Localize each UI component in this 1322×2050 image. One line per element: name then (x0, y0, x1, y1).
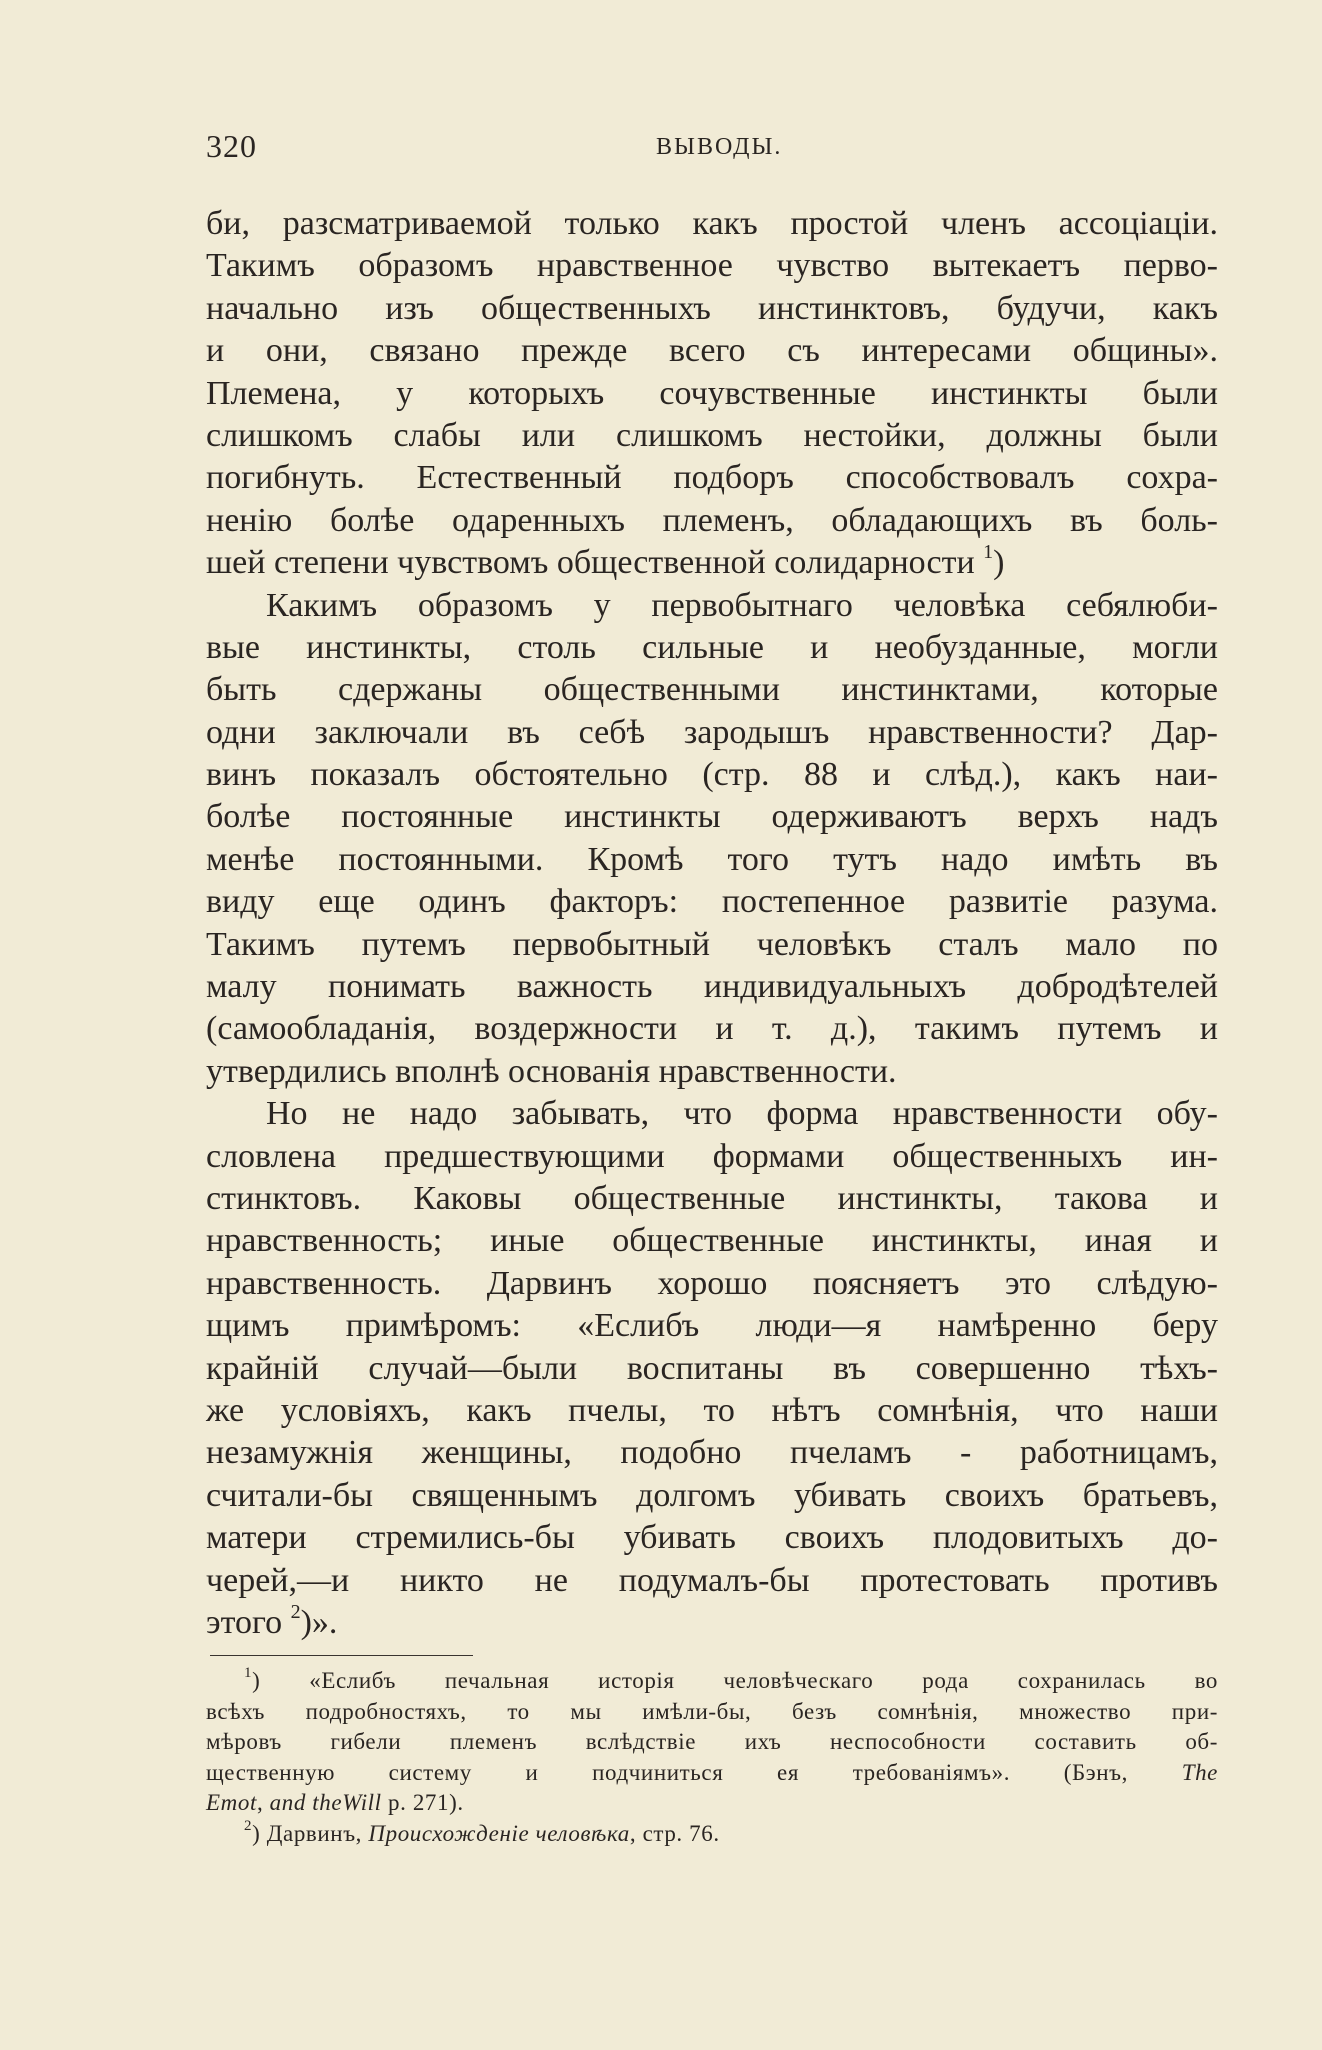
text-line: погибнуть. Естественный подборъ способствовалъ сохра- (206, 459, 1218, 497)
text-line: быть сдержаны общественными инстинктами, которые (206, 671, 1218, 709)
text-line: считали-бы священнымъ долгомъ убивать своихъ братьевъ, (206, 1476, 1218, 1514)
footnote-1-line (206, 1758, 1218, 1789)
text-line: (самообладанія, воздержности и т. д.), такимъ путемъ и (206, 1010, 1218, 1048)
text-line: щимъ примѣромъ: «Еслибъ люди—я намѣренно беру (206, 1307, 1218, 1345)
text-line: матери стремились-бы убивать своихъ плодовитыхъ до- (206, 1519, 1218, 1557)
page-number: 320 (206, 128, 257, 164)
footnote-1-line (206, 1666, 1218, 1697)
text-line: крайній случай—были воспитаны въ совершенно тѣхъ- (206, 1349, 1218, 1387)
italic-title: and theWill (269, 1790, 382, 1816)
footnote-mark-2: 2 (244, 1817, 253, 1834)
paragraph-start-line: Какимъ образомъ у первобытнаго человѣка себялюби- (266, 586, 1218, 624)
footnote-ref-2: 2 (290, 1600, 301, 1623)
text-line (206, 1602, 1218, 1644)
footnote-1-line (206, 1788, 1218, 1819)
text-line: Такимъ путемъ первобытный человѣкъ сталъ мало по (206, 925, 1218, 963)
text-line: менѣе постоянными. Кромѣ того тутъ надо имѣть въ (206, 840, 1218, 878)
text-line: виду еще одинъ факторъ: постепенное развитіе разума. (206, 883, 1218, 921)
text-run: , стр. 76. (629, 1820, 720, 1846)
text-line: словлена предшествующими формами общественныхъ ин- (206, 1137, 1218, 1175)
text-line: слишкомъ слабы или слишкомъ нестойки, должны были (206, 416, 1218, 454)
text-run: p. 271). (381, 1790, 464, 1816)
text-line: нравственность; иные общественные инстинкты, иная и (206, 1222, 1218, 1260)
text-line: Такимъ образомъ нравственное чувство вытекаетъ перво- (206, 247, 1218, 285)
footnote-divider (210, 1655, 473, 1656)
italic-title: Emot (206, 1790, 257, 1816)
text-run: щественную систему и подчиниться ея требованіямъ». (Бэнъ, (206, 1759, 1182, 1785)
page-header (206, 128, 1218, 168)
paragraph-start-line: Но не надо забывать, что форма нравственности обу- (266, 1095, 1218, 1133)
text-line: утвердились вполнѣ основанія нравственности. (206, 1052, 897, 1090)
text-line: и они, связано прежде всего съ интересами общины». (206, 332, 1218, 370)
text-line: болѣе постоянные инстинкты одерживаютъ верхъ надъ (206, 798, 1218, 836)
italic-title: The (1181, 1759, 1218, 1785)
footnotes (206, 1666, 1218, 1850)
body-text (206, 203, 1218, 1644)
text-line: Племена, у которыхъ сочувственные инстинкты были (206, 374, 1218, 412)
text-run: )». (300, 1603, 338, 1641)
text-line: черей,—и никто не подумалъ-бы протестовать противъ (206, 1561, 1218, 1599)
text-line: нравственность. Дарвинъ хорошо поясняетъ это слѣдую- (206, 1264, 1218, 1302)
text-run: шей степени чувствомъ общественной солидарности (206, 544, 984, 582)
footnote-mark-1: 1 (244, 1665, 253, 1681)
text-line: стинктовъ. Каковы общественные инстинкты, такова и (206, 1179, 1218, 1217)
text-line: малу понимать важность индивидуальныхъ добродѣтелей (206, 968, 1218, 1006)
text-line: начально изъ общественныхъ инстинктовъ, будучи, какъ (206, 289, 1218, 327)
text-line: же условіяхъ, какъ пчелы, то нѣтъ сомнѣнія, что наши (206, 1391, 1218, 1429)
text-line: винъ показалъ обстоятельно (стр. 88 и слѣд.), какъ наи- (206, 756, 1218, 794)
running-head: ВЫВОДЫ. (656, 134, 783, 160)
footnote-1-line: мѣровъ гибели племенъ вслѣдствіе ихъ неспособности составить об- (206, 1729, 1218, 1755)
text-line: одни заключали въ себѣ зародышъ нравственности? Дар- (206, 713, 1218, 751)
text-run: этого (206, 1603, 291, 1641)
text-line: незамужнія женщины, подобно пчеламъ - работницамъ, (206, 1434, 1218, 1472)
text-line: би, разсматриваемой только какъ простой членъ ассоціаціи. (206, 205, 1218, 242)
text-run: ) (993, 544, 1005, 582)
footnote-ref-1: 1 (983, 541, 994, 564)
footnote-1-line: всѣхъ подробностяхъ, то мы имѣли-бы, безъ сомнѣнія, множество при- (206, 1698, 1218, 1724)
text-line (206, 542, 1218, 584)
text-run: ) «Еслибъ печальная исторія человѣческаго рода сохранилась во (252, 1668, 1218, 1693)
text-line: вые инстинкты, столь сильные и необузданные, могли (206, 628, 1218, 666)
text-run: , (256, 1790, 270, 1816)
text-run: ) Дарвинъ, (252, 1820, 369, 1846)
text-line: ненію болѣе одаренныхъ племенъ, обладающихъ въ боль- (206, 501, 1218, 539)
italic-title: Происхожденіе человѣка (368, 1820, 630, 1846)
footnote-2-line (206, 1819, 1218, 1850)
